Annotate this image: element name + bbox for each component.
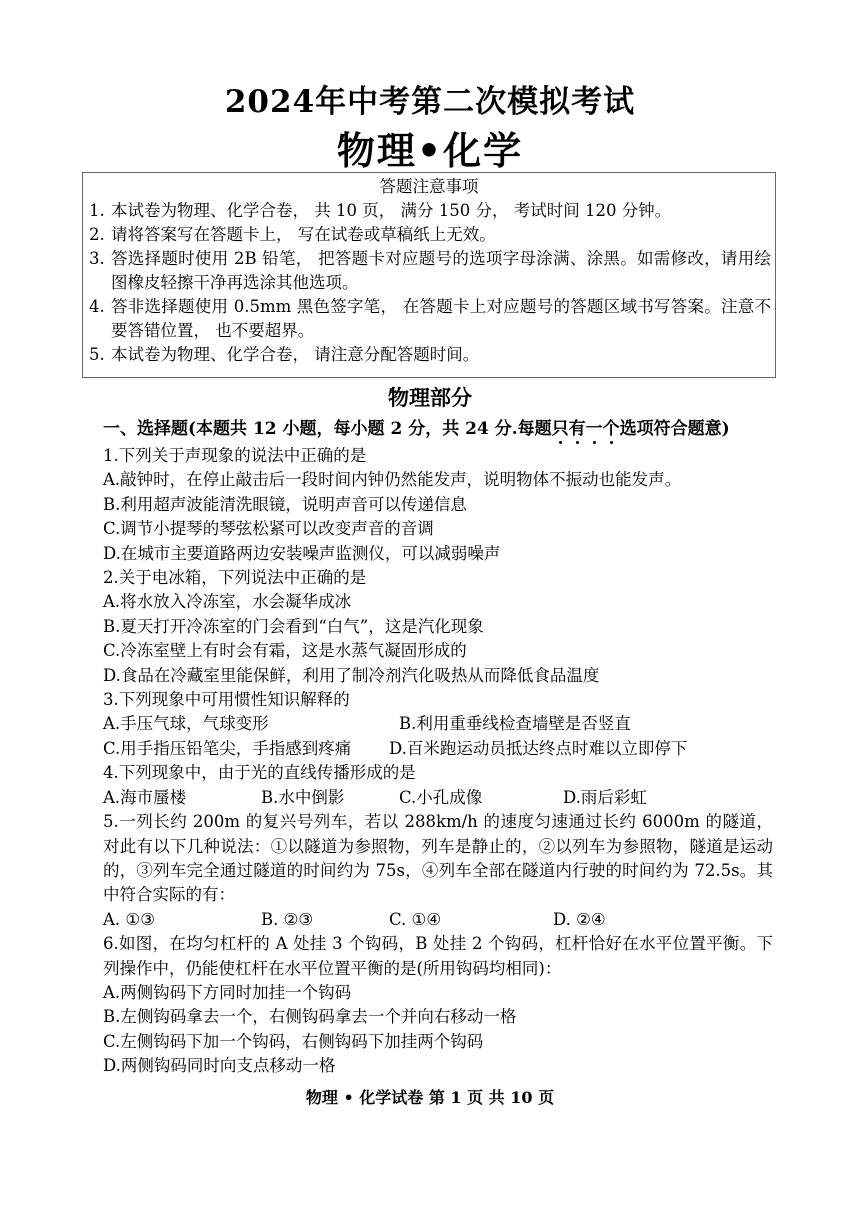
subject-title: 物理•化学 (336, 128, 524, 173)
emphasis-char: 有 (569, 414, 586, 439)
option-2a: A.将水放入冷冻室，水会凝华成冰 (103, 592, 352, 612)
notice-item-1: 1. 本试卷为物理、化学合卷， 共 10 页， 满分 150 分， 考试时间 120 分钟。 (89, 201, 672, 220)
options-row-4 (103, 786, 773, 810)
option-5b: B. ②③ (261, 909, 314, 929)
option-3c: C.用手指压铅笔尖，手指感到疼痛 (103, 738, 352, 758)
option-3b: B.利用重垂线检查墙壁是否竖直 (399, 714, 631, 734)
option-4a: A.海市蜃楼 (103, 787, 187, 807)
option-2d: D.食品在冷藏室里能保鲜，利用了制冷剂汽化吸热从而降低食品温度 (103, 665, 600, 685)
page-footer: 物理 • 化学试卷 第 1 页 共 10 页 (305, 1088, 555, 1107)
notice-title: 答题注意事项 (379, 177, 479, 196)
emphasis-char: 一 (586, 414, 603, 439)
question-stem-3: 3.下列现象中可用惯性知识解释的 (103, 690, 350, 710)
question-stem-2: 2.关于电冰箱，下列说法中正确的是 (103, 568, 367, 588)
notice-item-4: 4. 答非选择题使用 0.5mm 黑色签字笔， 在答题卡上对应题号的答题区域书写答案。注意不要答错位置， 也不要超界。 (89, 297, 771, 340)
notice-item-2: 2. 请将答案写在答题卡上， 写在试卷或草稿纸上无效。 (89, 225, 496, 244)
option-6b: B.左侧钩码拿去一个，右侧钩码拿去一个并向右移动一格 (103, 1007, 517, 1027)
question-stem-5: 5.一列长约 200m 的复兴号列车，若以 288km/h 的速度匀速通过长约 6000m 的隧道，对此有以下几种说法：①以隧道为参照物，列车是静止的，②以列车为参照物，隧道是运动的，③列车完全通过隧道的时间约为 75s，④列车全部在隧道内行驶的时间约为 72.5s。其中符合实际的有： (103, 812, 773, 905)
option-3d: D.百米跑运动员抵达终点时难以立即停下 (389, 738, 688, 758)
option-1c: C.调节小提琴的琴弦松紧可以改变声音的音调 (103, 519, 434, 539)
option-4b: B.水中倒影 (261, 787, 345, 807)
part-header: 一、选择题(本题共 12 小题，每小题 2 分，共 24 分.每题只有一个选项符合题意) (103, 414, 783, 439)
question-stem-4: 4.下列现象中，由于光的直线传播形成的是 (103, 763, 416, 783)
options-row-3cd (103, 737, 773, 761)
question-stem-6: 6.如图，在均匀杠杆的 A 处挂 3 个钩码，B 处挂 2 个钩码，杠杆恰好在水平位置平衡。下列操作中，仍能使杠杆在水平位置平衡的是(所用钩码均相同)： (103, 934, 773, 978)
option-5c: C. ①④ (389, 909, 442, 929)
emphasis-char: 个 (603, 414, 620, 439)
section-title: 物理部分 (388, 385, 472, 410)
notice-box (82, 172, 776, 378)
option-1d: D.在城市主要道路两边安装噪声监测仪，可以减弱噪声 (103, 543, 501, 563)
option-5d: D. ②④ (553, 909, 606, 929)
option-6d: D.两侧钩码同时向支点移动一格 (103, 1056, 336, 1076)
option-3a: A.手压气球，气球变形 (103, 714, 269, 734)
option-6c: C.左侧钩码下加一个钩码，右侧钩码下加挂两个钩码 (103, 1031, 484, 1051)
options-row-5 (103, 908, 773, 932)
option-2b: B.夏天打开冷冻室的门会看到“白气”，这是汽化现象 (103, 616, 484, 636)
questions-list (103, 444, 773, 1079)
option-2c: C.冷冻室壁上有时会有霜，这是水蒸气凝固形成的 (103, 641, 467, 661)
page-title: 2024年中考第二次模拟考试 (224, 84, 636, 120)
option-4d: D.雨后彩虹 (563, 787, 647, 807)
emphasis-char: 只 (552, 414, 569, 439)
option-1a: A.敲钟时，在停止敲击后一段时间内钟仍然能发声，说明物体不振动也能发声。 (103, 470, 682, 490)
option-1b: B.利用超声波能清洗眼镜，说明声音可以传递信息 (103, 494, 467, 514)
option-4c: C.小孔成像 (399, 787, 483, 807)
notice-item-5: 5. 本试卷为物理、化学合卷， 请注意分配答题时间。 (89, 345, 480, 364)
option-5a: A. ①③ (103, 909, 155, 929)
option-6a: A.两侧钩码下方同时加挂一个钩码 (103, 982, 352, 1002)
question-stem-1: 1.下列关于声现象的说法中正确的是 (103, 446, 367, 465)
notice-item-3: 3. 答选择题时使用 2B 铅笔， 把答题卡对应题号的选项字母涂满、涂黑。如需修改，请用绘图橡皮轻擦干净再选涂其他选项。 (89, 249, 771, 292)
options-row-3ab (103, 712, 773, 736)
